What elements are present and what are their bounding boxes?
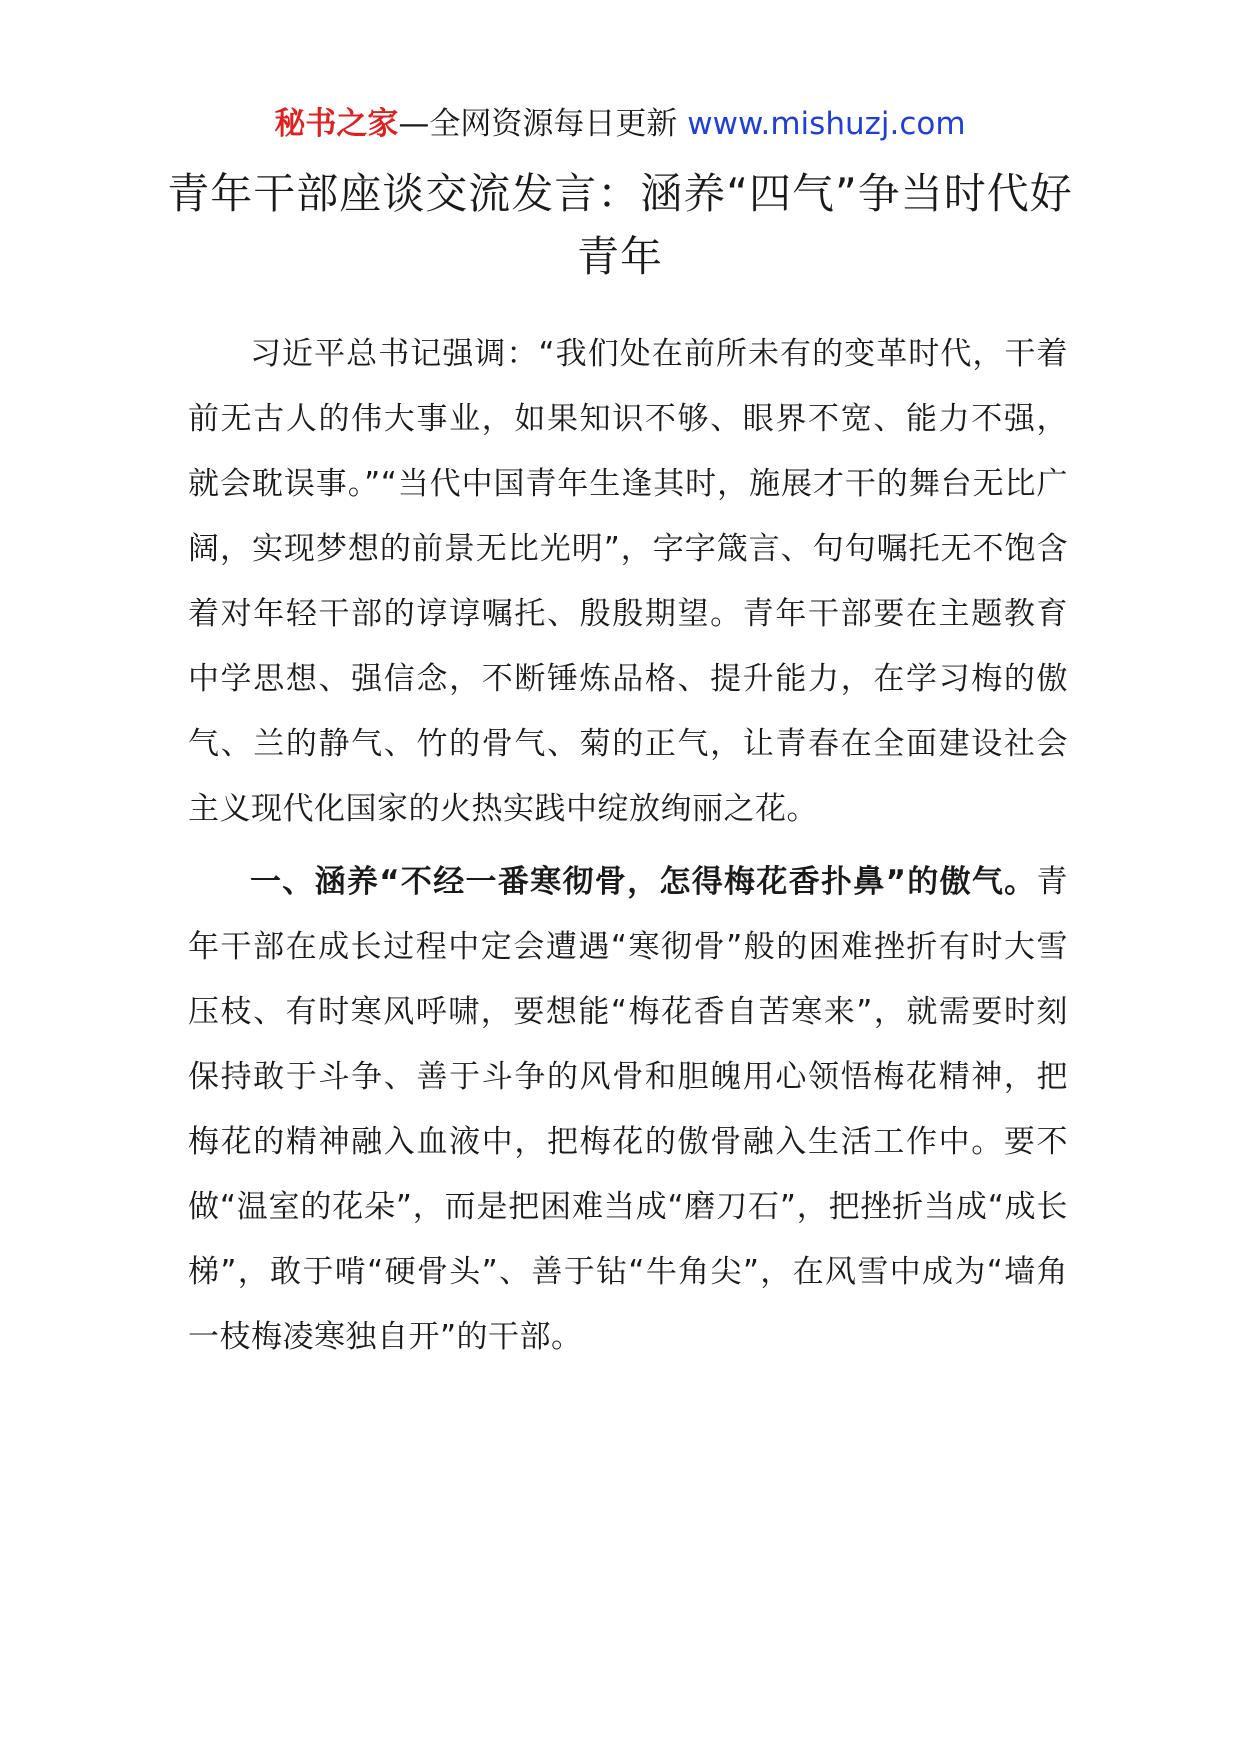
section-heading: 一、涵养“不经一番寒彻骨，怎得梅花香扑鼻”的傲气。 — [250, 864, 1037, 900]
document-title: 青年干部座谈交流发言：涵养“四气”争当时代好青年 — [167, 169, 1073, 281]
brand-name: 秘书之家 — [274, 106, 399, 142]
site-header — [0, 102, 1240, 146]
intro-paragraph — [188, 322, 1068, 842]
site-tagline: —全网资源每日更新 — [398, 106, 688, 142]
site-url-link[interactable]: www.mishuzj.com — [687, 106, 966, 142]
paragraph-text: 习近平总书记强调：“我们处在前所未有的变革时代，干着前无古人的伟大事业，如果知识不够、眼界不宽、能力不强，就会耽误事。”“当代中国青年生逢其时，施展才干的舞台无比广阔，实现梦想的前景无比光明”，字字箴言、句句嘱托无不饱含着对年轻干部的谆谆嘱托、殷殷期望。青年干部要在主题教育中学思想、强信念，不断锤炼品格、提升能力，在学习梅的傲气、兰的静气、竹的骨气、菊的正气，让青春在全面建设社会主义现代化国家的火热实践中绽放绚丽之花。 — [188, 336, 1068, 827]
section-one-paragraph — [188, 850, 1068, 1370]
document-body — [188, 322, 1068, 1370]
paragraph-text: 青年干部在成长过程中定会遭遇“寒彻骨”般的困难挫折有时大雪压枝、有时寒风呼啸，要想能“梅花香自苦寒来”，就需要时刻保持敢于斗争、善于斗争的风骨和胆魄用心领悟梅花精神，把梅花的精神融入血液中，把梅花的傲骨融入生活工作中。要不做“温室的花朵”，而是把困难当成“磨刀石”，把挫折当成“成长梯”，敢于啃“硬骨头”、善于钻“牛角尖”，在风雪中成为“墙角一枝梅凌寒独自开”的干部。 — [188, 864, 1068, 1355]
